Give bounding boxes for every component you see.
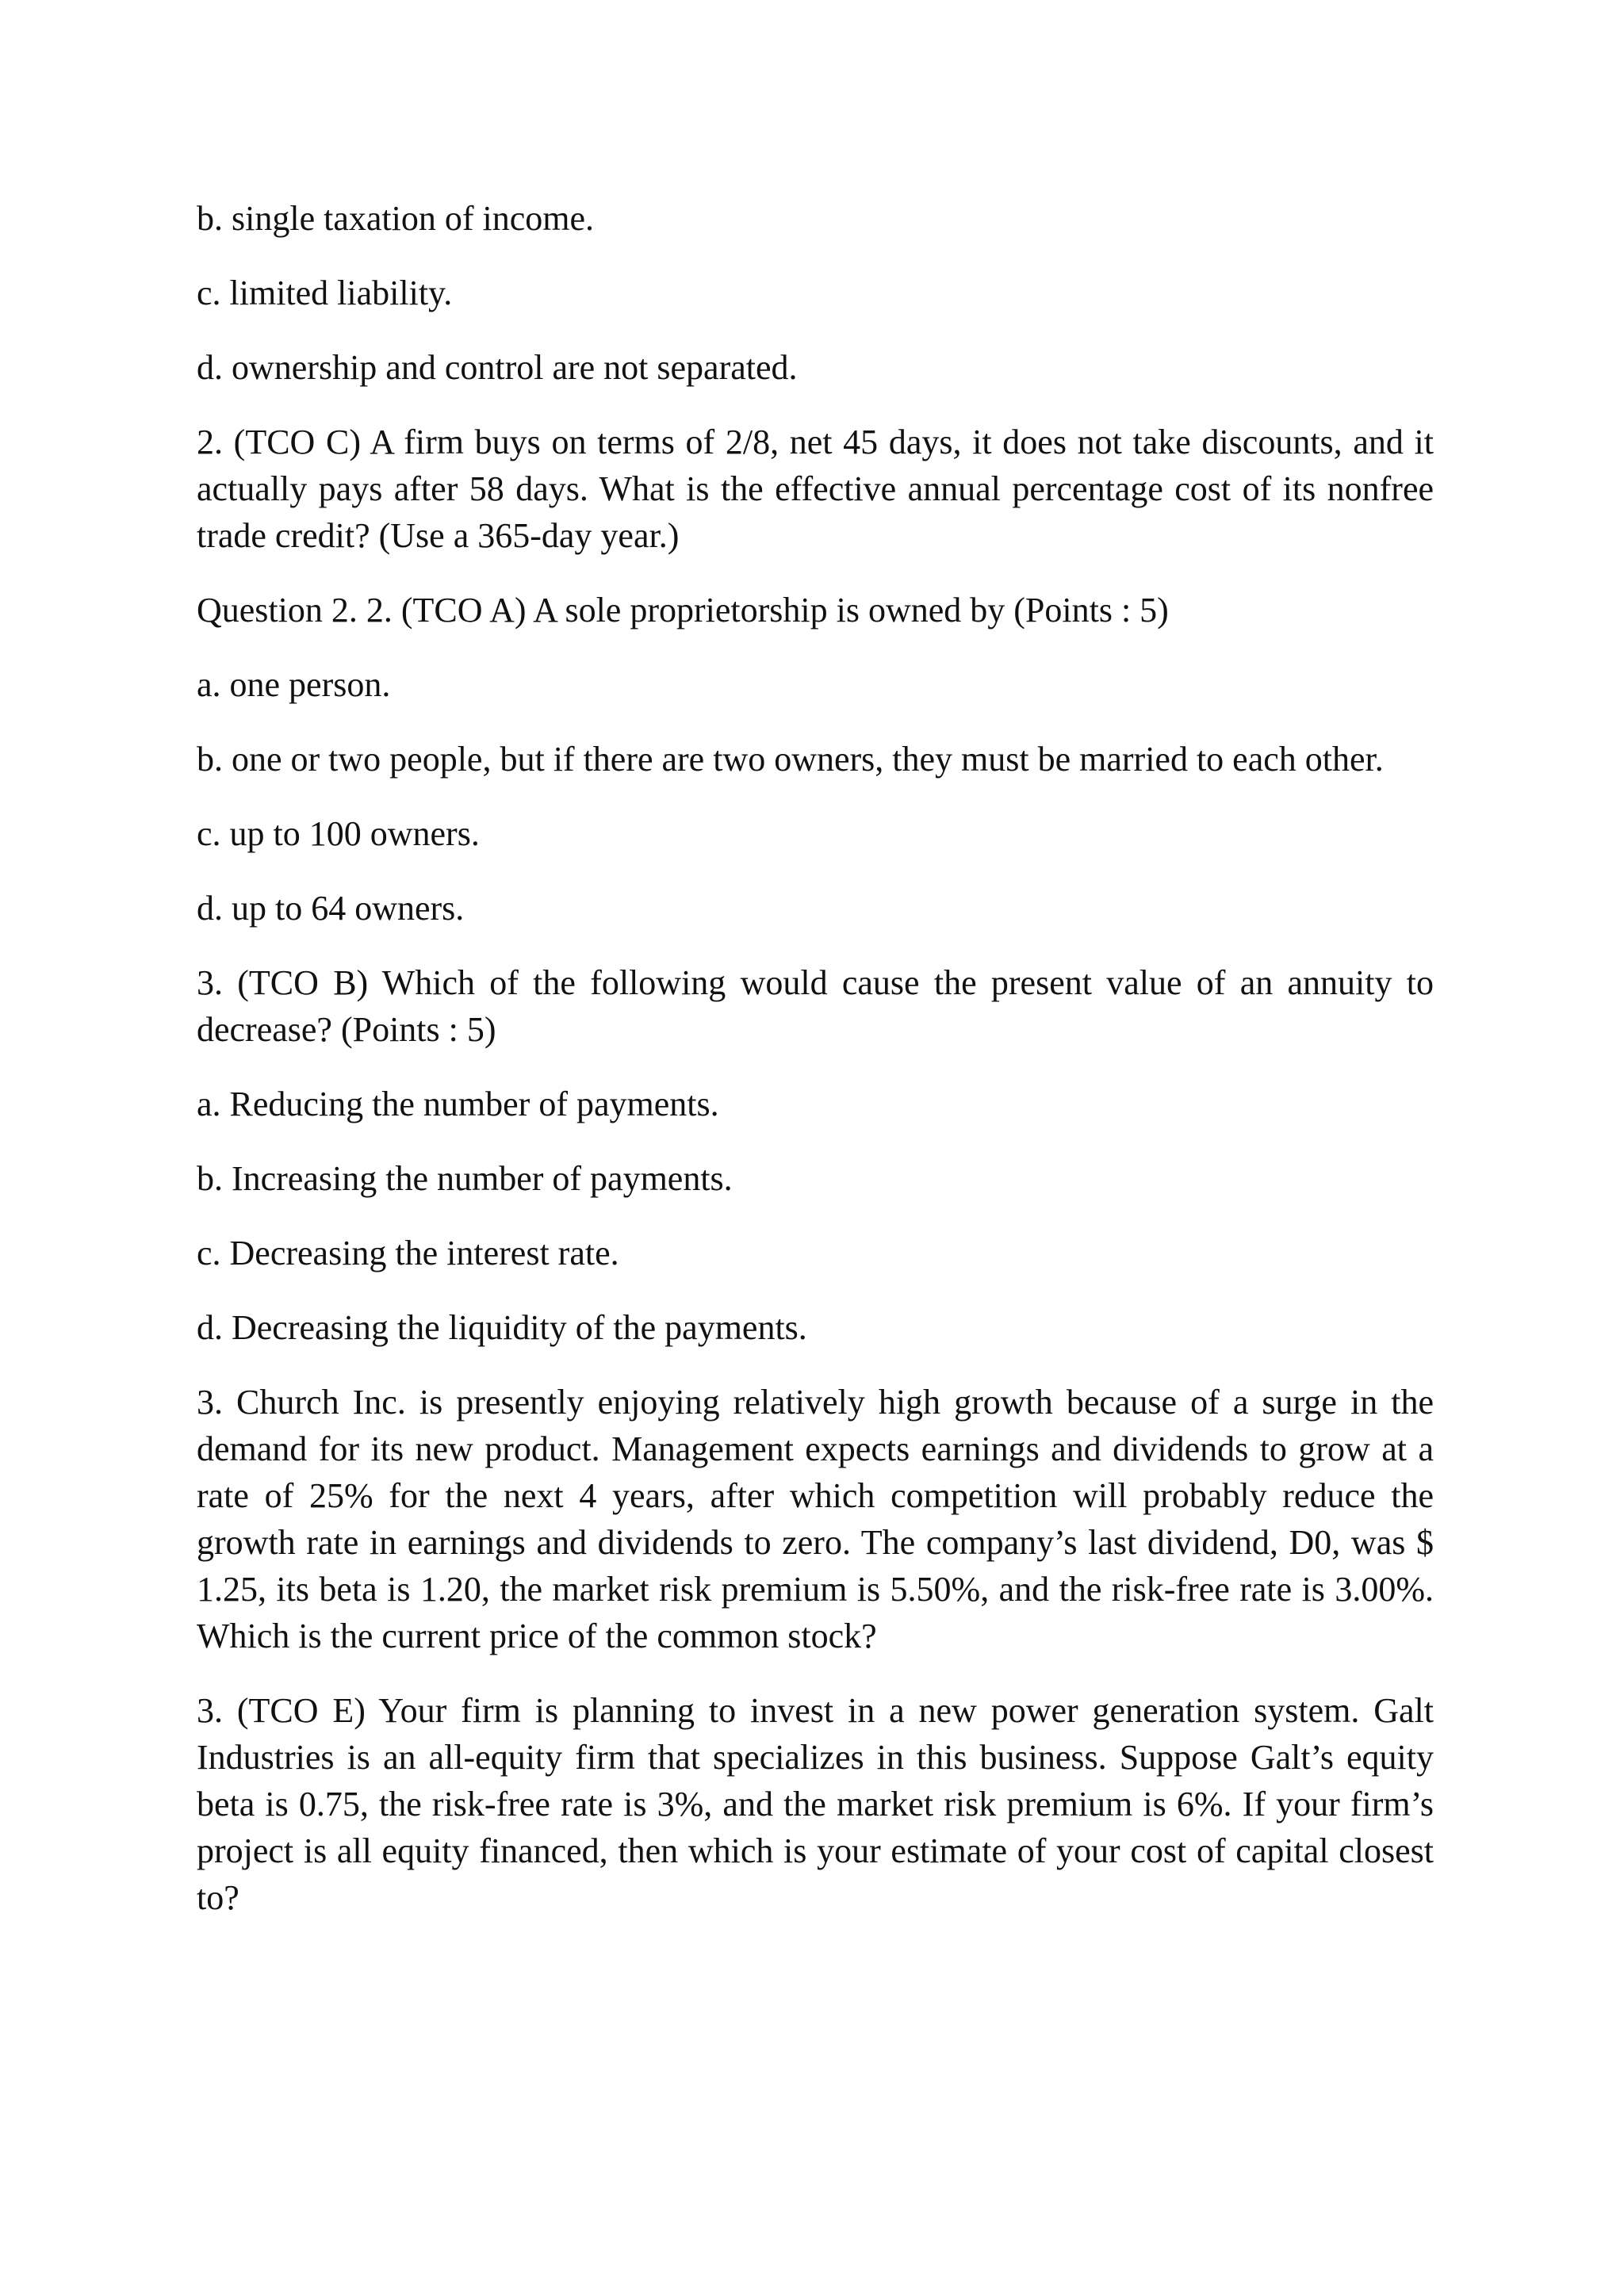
answer-option-b: b. one or two people, but if there are two owners, they must be married to each other. [197, 740, 1384, 779]
answer-option-a: a. one person. [197, 665, 391, 704]
answer-option-d: d. up to 64 owners. [197, 889, 465, 928]
answer-option-c: c. limited liability. [197, 274, 453, 312]
answer-option-a: a. Reducing the number of payments. [197, 1085, 719, 1123]
question-cost-of-capital: 3. (TCO E) Your firm is planning to invest in a new power generation system. Galt Industries is an all-equity firm that specializes in this business. Suppose Galt’s equity beta is 0.75, the risk-free rate is 3%, and the market risk premium is 6%. If your firm’s project is all equity financed, then which is your estimate of your cost of capital closest to? [197, 1691, 1434, 1917]
question-trade-credit: 2. (TCO C) A firm buys on terms of 2/8, net 45 days, it does not take discounts, and it actually pays after 58 days. What is the effective annual percentage cost of its nonfree trade credit? (Use a 365-day year.) [197, 423, 1434, 555]
answer-option-b: b. Increasing the number of payments. [197, 1159, 733, 1198]
answer-option-d: d. ownership and control are not separated. [197, 348, 798, 387]
answer-option-c: c. up to 100 owners. [197, 814, 480, 853]
question-stock-price: 3. Church Inc. is presently enjoying relatively high growth because of a surge in the demand for its new product. Management expects earnings and dividends to grow at a rate of 25% for the next 4 years, after which competition will probably reduce the growth rate in earnings and dividends to zero. The company’s last dividend, D0, was $ 1.25, its beta is 1.20, the market risk premium is 5.50%, and the risk-free rate is 3.00%. Which is the current price of the common stock? [197, 1383, 1434, 1655]
question-sole-proprietorship: Question 2. 2. (TCO A) A sole proprietorship is owned by (Points : 5) [197, 591, 1169, 629]
question-annuity: 3. (TCO B) Which of the following would cause the present value of an annuity to decrease? (Points : 5) [197, 963, 1434, 1049]
answer-option-b: b. single taxation of income. [197, 199, 594, 238]
answer-option-c: c. Decreasing the interest rate. [197, 1234, 619, 1272]
answer-option-d: d. Decreasing the liquidity of the payments. [197, 1308, 807, 1347]
document-page [197, 195, 1434, 1949]
